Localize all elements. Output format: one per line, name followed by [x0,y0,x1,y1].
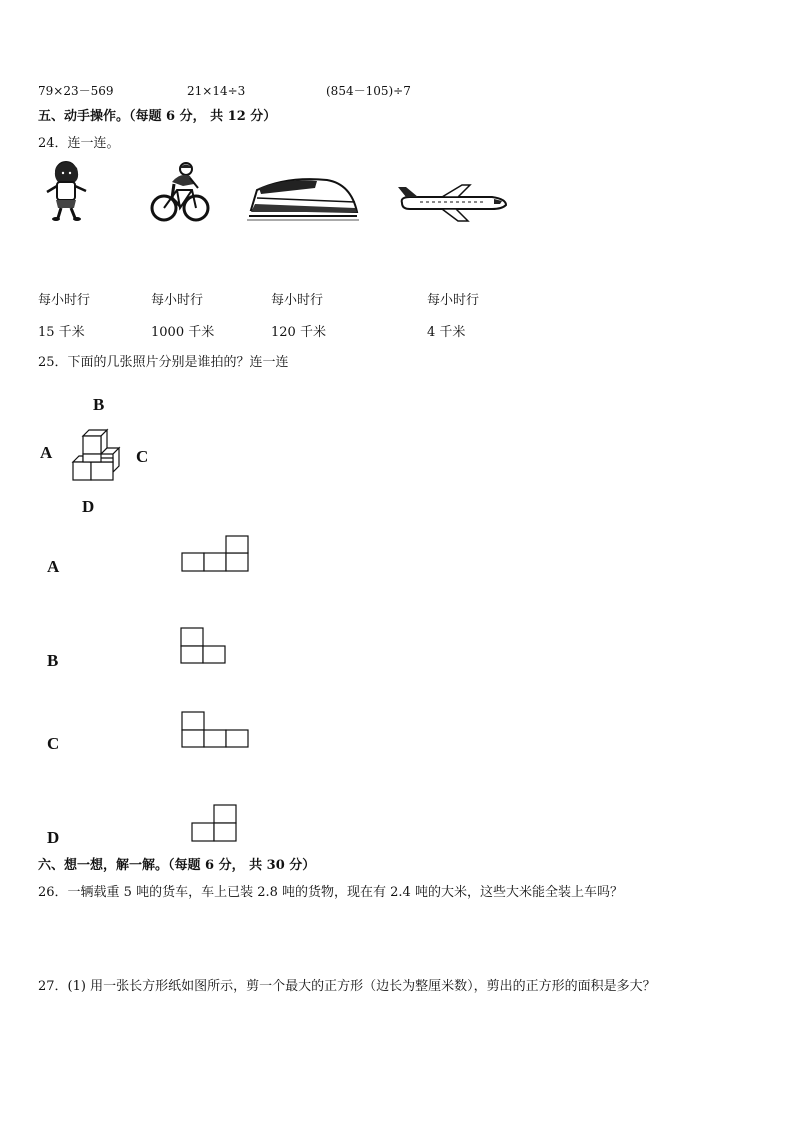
speed-value-4: 4 千米 [427,325,466,340]
option-d-label: D [47,828,60,847]
option-b-label: B [47,651,59,670]
calc-expression-1: 79×23－569 [38,84,114,98]
airplane-picture [396,183,508,223]
question-27-text: 27．(1) 用一张长方形纸如图所示，剪一个最大的正方形（边长为整厘米数），剪出的正方形的面积是多大？ [38,979,656,994]
observer-left-label: A [40,443,53,462]
question-25-title: 25．下面的几张照片分别是谁拍的？连一连 [38,355,289,370]
child-walking-picture [44,158,90,222]
cyclist-picture [150,160,212,224]
observer-right-label: C [136,447,149,466]
speed-label-3: 每小时行 [271,293,324,308]
calc-expression-3: (854－105)÷7 [326,84,411,98]
option-a-label: A [47,557,60,576]
speed-label-4: 每小时行 [427,293,480,308]
option-d-view [191,804,239,844]
cube-stack-figure [71,428,121,482]
calc-expression-2: 21×14÷3 [187,84,246,98]
speed-value-3: 120 千米 [271,325,326,340]
speed-value-2: 1000 千米 [151,325,215,340]
observer-bottom-label: D [82,497,95,516]
observer-top-label: B [93,395,105,414]
train-picture [247,172,359,222]
speed-value-1: 15 千米 [38,325,85,340]
option-c-view [181,711,251,749]
option-c-label: C [47,734,60,753]
option-b-view [180,627,228,665]
option-a-view [181,535,251,573]
speed-label-2: 每小时行 [151,293,204,308]
section-5-heading: 五、动手操作。（每题 6 分， 共 12 分） [38,109,277,124]
question-26-text: 26．一辆载重 5 吨的货车，车上已装 2.8 吨的货物，现在有 2.4 吨的大米，这些大米能全装上车吗？ [38,885,623,900]
speed-label-1: 每小时行 [38,293,91,308]
question-24-title: 24．连一连。 [38,136,120,151]
section-6-heading: 六、想一想，解一解。（每题 6 分， 共 30 分） [38,858,316,873]
